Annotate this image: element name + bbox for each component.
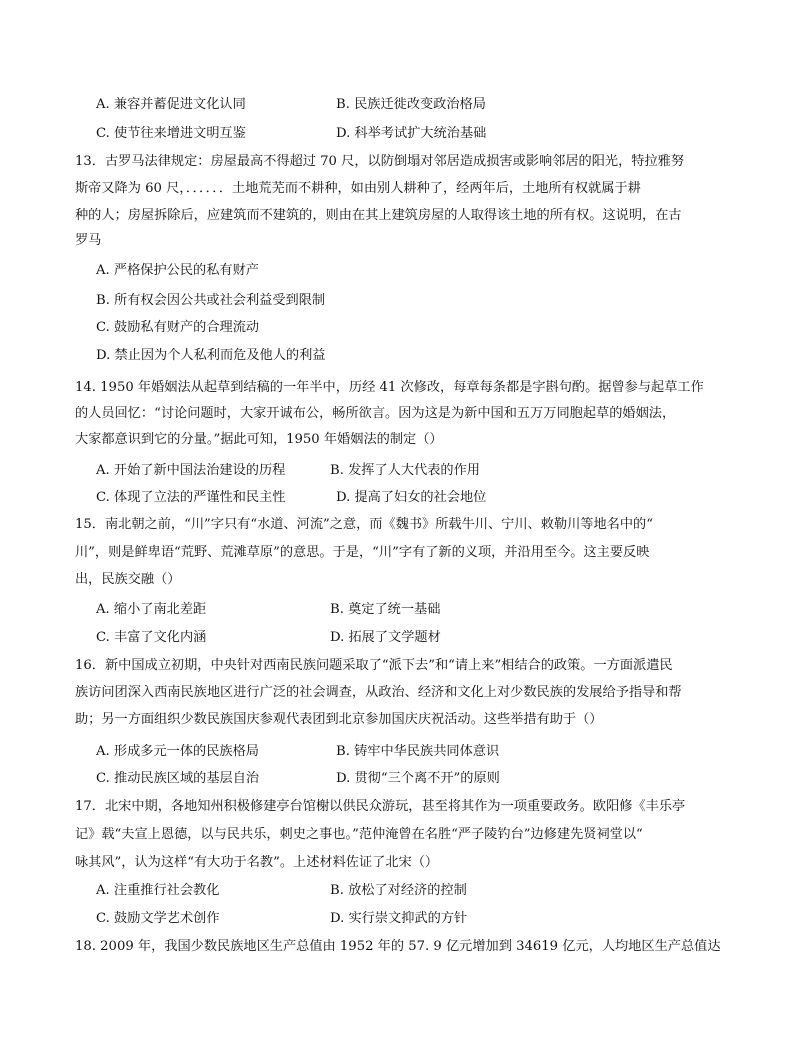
q15-stem-line-2: 川”，则是鲜卑语“荒野、荒滩草原”的意思。于是，“川”字有了新的义项，并沿用至今。这主要反映 xyxy=(75,545,650,560)
q13-option-c: C. 鼓励私有财产的合理流动 xyxy=(96,320,260,335)
q16-stem-line-3: 助；另一方面组织少数民族国庆参观代表团到北京参加国庆庆祝活动。这些举措有助于（） xyxy=(75,712,603,727)
q15-option-c: C. 丰富了文化内涵 xyxy=(96,630,207,645)
q13-option-d: D. 禁止因为个人私利而危及他人的利益 xyxy=(96,348,326,363)
q17-stem-line-1: 17．北宋中期，各地知州积极修建亭台馆榭以供民众游玩，甚至将其作为一项重要政务。欧阳修《丰乐亭 xyxy=(75,799,686,814)
q14-option-b: B. 发挥了人大代表的作用 xyxy=(330,463,480,478)
q14-stem-line-1: 14. 1950 年婚姻法从起草到结稿的一年半中，历经 41 次修改，每章每条都是字斟句酌。据曾参与起草工作 xyxy=(75,380,704,395)
q14-stem-line-2: 的人员回忆：“讨论问题时，大家开诚布公，畅所欲言。因为这是为新中国和五万万同胞起草的婚姻法， xyxy=(75,406,676,421)
q17-option-c: C. 鼓励文学艺术创作 xyxy=(96,911,220,926)
q12-option-a: A. 兼容并蓄促进文化认同 xyxy=(96,97,246,112)
q15-stem-line-3: 出，民族交融（） xyxy=(75,572,181,587)
q13-stem-line-2: 斯帝又降为 60 尺，．．．．．．土地荒芜而不耕种，如由别人耕种了，经两年后，土地所有权就属于耕 xyxy=(75,181,641,196)
q12-option-b: B. 民族迁徙改变政治格局 xyxy=(336,97,486,112)
q13-stem-line-4: 罗马 xyxy=(75,233,102,248)
q14-option-a: A. 开始了新中国法治建设的历程 xyxy=(96,463,286,478)
q12-option-d: D. 科举考试扩大统治基础 xyxy=(336,126,487,141)
q12-option-c: C. 使节往来增进文明互鉴 xyxy=(96,126,246,141)
q16-option-b: B. 铸牢中华民族共同体意识 xyxy=(336,744,500,759)
q14-stem-line-3: 大家都意识到它的分量。”据此可知，1950 年婚姻法的制定（） xyxy=(75,432,443,447)
q18-stem-line-1: 18. 2009 年，我国少数民族地区生产总值由 1952 年的 57. 9 亿元增加到 34619 亿元，人均地区生产总值达 xyxy=(75,939,721,954)
q17-option-d: D. 实行崇文抑武的方针 xyxy=(330,911,468,926)
q15-stem-line-1: 15．南北朝之前，“川”字只有“水道、河流”之意，而《魏书》所载牛川、宁川、敕勒川等地名中的“ xyxy=(75,517,653,532)
q16-option-d: D. 贯彻“三个离不开”的原则 xyxy=(336,771,500,786)
q13-stem-line-1: 13．古罗马法律规定：房屋最高不得超过 70 尺，以防倒塌对邻居造成损害或影响邻居的阳光，特拉雅努 xyxy=(75,154,685,169)
q13-option-b: B. 所有权会因公共或社会利益受到限制 xyxy=(96,293,326,308)
q13-option-a: A. 严格保护公民的私有财产 xyxy=(96,263,259,278)
q16-option-a: A. 形成多元一体的民族格局 xyxy=(96,744,259,759)
q17-option-b: B. 放松了对经济的控制 xyxy=(330,883,467,898)
q17-stem-line-3: 咏其风”，认为这样“有大功于名教”。上述材料佐证了北宋（） xyxy=(75,855,439,870)
q14-option-c: C. 体现了立法的严谨性和民主性 xyxy=(96,490,286,505)
q15-option-b: B. 奠定了统一基础 xyxy=(330,602,441,617)
q17-stem-line-2: 记》载“夫宣上恩德，以与民共乐，刺史之事也。”范仲淹曾在名胜“严子陵钓台”边修建先贤祠堂以“ xyxy=(75,827,643,842)
q17-option-a: A. 注重推行社会教化 xyxy=(96,883,220,898)
q16-stem-line-1: 16．新中国成立初期，中央针对西南民族问题采取了“派下去”和“请上来”相结合的政策。一方面派遣民 xyxy=(75,658,673,673)
q13-stem-line-3: 种的人；房屋拆除后，应建筑而不建筑的，则由在其上建筑房屋的人取得该土地的所有权。这说明，在古 xyxy=(75,208,682,223)
q15-option-a: A. 缩小了南北差距 xyxy=(96,602,207,617)
q15-option-d: D. 拓展了文学题材 xyxy=(330,630,441,645)
q16-option-c: C. 推动民族区域的基层自治 xyxy=(96,771,260,786)
q14-option-d: D. 提高了妇女的社会地位 xyxy=(336,490,487,505)
q16-stem-line-2: 族访问团深入西南民族地区进行广泛的社会调查，从政治、经济和文化上对少数民族的发展给予指导和帮 xyxy=(75,685,682,700)
